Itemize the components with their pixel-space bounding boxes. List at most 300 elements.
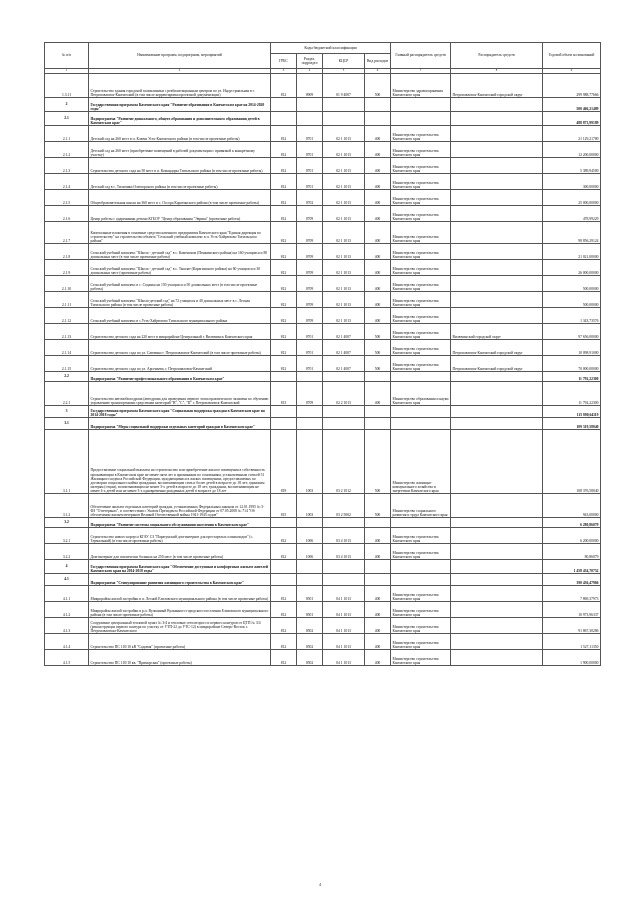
row-main-admin: Министерство строительства Камчатского края <box>391 324 451 340</box>
row-ksr: 04 1 1013 <box>323 634 365 650</box>
header-index-cell: 9 <box>543 69 601 74</box>
row-total: 10 973,96337 <box>543 602 601 618</box>
header-index-cell: 2 <box>89 69 271 74</box>
row-admin <box>451 650 543 666</box>
row-main-admin: Министерство строительства Камчатского края <box>391 174 451 190</box>
table-row <box>45 276 601 292</box>
row-name: Строительство детского сада на 50 мест в п. Командоры Тигильского района (в том числе проектные работы) <box>89 158 271 174</box>
row-total: 6 280,86079 <box>543 518 601 528</box>
row-grbs: 812 <box>271 74 297 98</box>
row-main-admin: Министерство строительства Камчатского края <box>391 142 451 158</box>
row-razdel: 0701 <box>297 324 323 340</box>
row-vr: 500 <box>365 356 391 372</box>
row-name: Микрорайон жилой застройки в п. Лесной Елизовского муниципального района (в том числе проектные работы) <box>89 586 271 602</box>
row-number: 3.1.1 <box>45 430 89 494</box>
row-number: 2.1.3 <box>45 158 89 174</box>
row-grbs: 819 <box>271 430 297 494</box>
row-ksr <box>323 406 365 418</box>
row-name: Капитальные вложения в основные средства казенного предприятия Камчатского края "Единая дирекция по строительству" на строительство объекта "Сельский учебный комплекс в п. Усть-Хайрюзово Тигильского района" <box>89 222 271 244</box>
row-vr: 400 <box>365 276 391 292</box>
table-row <box>45 324 601 340</box>
row-vr: 400 <box>365 142 391 158</box>
row-number: 2 <box>45 98 89 112</box>
row-total: 10 098,91000 <box>543 340 601 356</box>
row-number: 2.1.1 <box>45 126 89 142</box>
row-total: 1 458 434,70752 <box>543 560 601 574</box>
row-total: 21 021,00000 <box>543 244 601 260</box>
header-main-admin: Главный распорядитель средств <box>391 43 451 69</box>
row-number: 2.1.11 <box>45 292 89 308</box>
row-admin <box>451 418 543 430</box>
row-grbs <box>271 406 297 418</box>
row-number: 2.1.10 <box>45 276 89 292</box>
row-name: Общеобразовательная школа на 360 мест в с. Оссора Карагинского района (в том числе проектные работы) <box>89 190 271 206</box>
row-vr <box>365 560 391 574</box>
row-vr: 400 <box>365 222 391 244</box>
header-num: № п/п <box>45 43 89 69</box>
row-number: 3.1.2 <box>45 494 89 518</box>
row-name: Обеспечение жильем отдельных категорий граждан, установленных Федеральным законом от 12.01.1995 № 5-ФЗ "О ветеранах", в соответствии с Указом Президента Российской Федерации от 07.05.2008 № 714 "Об обеспечении жильем ветеранов Великой Отечественной войны 1941-1945 годов" <box>89 494 271 518</box>
table-row <box>45 382 601 406</box>
row-number: 3 <box>45 406 89 418</box>
row-total: 115 800,64119 <box>543 406 601 418</box>
header-index-cell: 1 <box>45 69 89 74</box>
row-razdel: 0701 <box>297 158 323 174</box>
row-razdel: 0701 <box>297 174 323 190</box>
table-header <box>45 43 601 74</box>
row-ksr: 02 1 1013 <box>323 142 365 158</box>
row-main-admin: Министерство образования и науки Камчатского края <box>391 382 451 406</box>
row-grbs: 812 <box>271 158 297 174</box>
row-number: 2.1 <box>45 112 89 126</box>
row-admin <box>451 528 543 544</box>
row-number: 2.1.9 <box>45 260 89 276</box>
row-vr: 400 <box>365 126 391 142</box>
section-row <box>45 372 601 382</box>
row-number: 3.1 <box>45 418 89 430</box>
table-row <box>45 222 601 244</box>
row-name: Сельский учебный комплекс в с.Усть-Хайрюзово Тигильского муниципального района <box>89 308 271 324</box>
row-razdel: 0701 <box>297 126 323 142</box>
table-row <box>45 634 601 650</box>
row-admin <box>451 586 543 602</box>
row-grbs: 812 <box>271 190 297 206</box>
table-row <box>45 190 601 206</box>
row-ksr <box>323 98 365 112</box>
row-razdel: 0709 <box>297 382 323 406</box>
row-vr: 400 <box>365 586 391 602</box>
row-admin <box>451 574 543 586</box>
row-grbs: 812 <box>271 528 297 544</box>
row-main-admin: Министерство строительства Камчатского края <box>391 158 451 174</box>
row-admin <box>451 602 543 618</box>
row-total: 26 000,00000 <box>543 260 601 276</box>
row-grbs <box>271 574 297 586</box>
row-vr: 400 <box>365 650 391 666</box>
row-vr <box>365 574 391 586</box>
row-ksr: 02 1 1013 <box>323 292 365 308</box>
row-grbs: 812 <box>271 634 297 650</box>
row-number: 2.1.6 <box>45 206 89 222</box>
row-vr <box>365 518 391 528</box>
row-vr <box>365 112 391 126</box>
row-main-admin: Министерство строительства Камчатского края <box>391 190 451 206</box>
section-row <box>45 518 601 528</box>
row-razdel <box>297 372 323 382</box>
row-total: 109 319,58040 <box>543 418 601 430</box>
row-ksr: 04 1 1013 <box>323 586 365 602</box>
row-total: 97 656,00000 <box>543 324 601 340</box>
row-number: 4.1.1 <box>45 586 89 602</box>
row-grbs: 812 <box>271 222 297 244</box>
row-razdel: 0709 <box>297 308 323 324</box>
row-razdel <box>297 112 323 126</box>
row-ksr <box>323 560 365 574</box>
row-total: 943,00000 <box>543 494 601 518</box>
row-razdel: 0909 <box>297 74 323 98</box>
row-vr: 400 <box>365 158 391 174</box>
row-name: Предоставление социальной выплаты на строительство или приобретение жилого помещения в собственность проживающим в Камчатском крае не менее пяти лет и признанным по основаниям, установленным статьей 51 Жилищного кодекса Российской Федерации, нуждающимися в жилых помещениях, предоставляемых по договорам социального найма гражданам, воспитывающим семь и более детей в возрасте до 18 лет; одиноким матерям (отцам), воспитывающим не менее 3-х детей в возрасте до 18 лет; гражданам, воспитывающим не менее 4-х детей или не менее 3-х одновременно рожденных детей в возрасте до 18 лет <box>89 430 271 494</box>
table-row <box>45 206 601 222</box>
row-admin <box>451 292 543 308</box>
row-name: Подпрограмма "Меры социальной поддержки отдельных категорий граждан в Камчатском крае" <box>89 418 271 430</box>
row-razdel: 0701 <box>297 142 323 158</box>
row-ksr: 02 2 1013 <box>323 382 365 406</box>
row-grbs: 812 <box>271 308 297 324</box>
row-grbs: 812 <box>271 324 297 340</box>
row-admin <box>451 372 543 382</box>
row-main-admin <box>391 112 451 126</box>
row-vr: 400 <box>365 544 391 560</box>
row-main-admin: Министерство строительства Камчатского края <box>391 634 451 650</box>
row-number: 2.1.4 <box>45 174 89 190</box>
row-grbs <box>271 98 297 112</box>
table-row <box>45 74 601 98</box>
row-name: Подпрограмма "Стимулирование развития жилищного строительства в Камчатском крае" <box>89 574 271 586</box>
row-total: 390 436,47966 <box>543 574 601 586</box>
row-number: 2.1.15 <box>45 356 89 372</box>
row-admin: Петропавловск-Камчатский городской округ <box>451 74 543 98</box>
row-grbs: 812 <box>271 126 297 142</box>
row-admin <box>451 518 543 528</box>
row-name: Дом-интернат для психически больных на 250 мест (в том числе проектные работы) <box>89 544 271 560</box>
row-admin <box>451 190 543 206</box>
row-razdel: 0502 <box>297 618 323 634</box>
header-total: Годовой объем ассигнований <box>543 43 601 69</box>
row-ksr: 02 1 1013 <box>323 222 365 244</box>
row-number: 4.1.5 <box>45 650 89 666</box>
row-vr <box>365 372 391 382</box>
table-row <box>45 356 601 372</box>
row-razdel: 0709 <box>297 222 323 244</box>
budget-table <box>44 42 601 666</box>
row-admin <box>451 142 543 158</box>
row-grbs: 812 <box>271 586 297 602</box>
row-vr: 500 <box>365 340 391 356</box>
row-grbs: 812 <box>271 340 297 356</box>
table-row <box>45 602 601 618</box>
row-grbs: 813 <box>271 382 297 406</box>
table-row <box>45 528 601 544</box>
header-name: Наименование программ, подпрограмм, мероприятий <box>89 43 271 69</box>
row-razdel: 0502 <box>297 650 323 666</box>
row-vr: 400 <box>365 528 391 544</box>
row-total: 11 792,22300 <box>543 372 601 382</box>
row-total: 300,00000 <box>543 174 601 190</box>
header-index-cell: 4 <box>297 69 323 74</box>
row-total: 108 376,58040 <box>543 430 601 494</box>
row-number: 3.2 <box>45 518 89 528</box>
table-row <box>45 340 601 356</box>
row-name: Государственная программа Камчатского края "Обеспечение доступным и комфортным жильем жителей Камчатского края на 2014-2018 годы" <box>89 560 271 574</box>
row-grbs <box>271 372 297 382</box>
row-vr: 400 <box>365 382 391 406</box>
row-total: 1 527,11350 <box>543 634 601 650</box>
row-total: 500,00000 <box>543 292 601 308</box>
row-razdel: 0701 <box>297 340 323 356</box>
header-index-cell: 6 <box>365 69 391 74</box>
section-row <box>45 574 601 586</box>
row-number: 2.1.7 <box>45 222 89 244</box>
row-grbs: 812 <box>271 206 297 222</box>
row-razdel <box>297 98 323 112</box>
row-number: 4.1.4 <box>45 634 89 650</box>
row-grbs <box>271 560 297 574</box>
row-number: 3.2.2 <box>45 544 89 560</box>
row-ksr: 02 1 1013 <box>323 244 365 260</box>
row-name: Строительство здания городской поликлиники с реабилитационным центром по ул. Индустриальная в г. Петропавловск-Камчатский (в том числе корректировка проектной документации) <box>89 74 271 98</box>
row-name: Государственная программа Камчатского края "Социальная поддержка граждан в Камчатском крае на 2014-2018 годы" <box>89 406 271 418</box>
row-total: 70 000,00000 <box>543 356 601 372</box>
row-razdel: 0709 <box>297 260 323 276</box>
row-name: Строительство ПС 110/10 кВ "Садовая" (проектные работы) <box>89 634 271 650</box>
header-admin: Распорядитель средств <box>451 43 543 69</box>
row-ksr: 03 4 1013 <box>323 544 365 560</box>
row-grbs: 812 <box>271 260 297 276</box>
page-number: 4 <box>319 882 321 887</box>
row-name: Государственная программа Камчатского края "Развитие образования в Камчатском крае на 2014-2020 годы" <box>89 98 271 112</box>
row-razdel: 0501 <box>297 586 323 602</box>
row-ksr: 02 1 1013 <box>323 260 365 276</box>
header-razdel: Раздел, подраздел <box>297 54 323 69</box>
row-ksr: 02 1 1013 <box>323 126 365 142</box>
row-ksr: 02 1 4007 <box>323 356 365 372</box>
row-main-admin: Министерство строительства Камчатского края <box>391 308 451 324</box>
row-name: Строительство детского сада на 220 мест в микрорайоне Центральный г. Вилючинск Камчатского края <box>89 324 271 340</box>
row-grbs <box>271 112 297 126</box>
table-row <box>45 650 601 666</box>
row-grbs: 812 <box>271 650 297 666</box>
header-grbs: ГРБС <box>271 54 297 69</box>
row-ksr: 02 1 1013 <box>323 158 365 174</box>
row-admin <box>451 276 543 292</box>
row-grbs: 812 <box>271 618 297 634</box>
row-admin: Вилючинский городской округ <box>451 324 543 340</box>
row-main-admin: Министерство строительства Камчатского края <box>391 126 451 142</box>
header-index-cell: 8 <box>451 69 543 74</box>
row-admin <box>451 618 543 634</box>
table-row <box>45 126 601 142</box>
row-name: Сельский учебный комплекс "Школа - детский сад" в с. Тымлат (Карагинского района) на 60 учащихся и 30 дошкольных мест (проектные работы) <box>89 260 271 276</box>
row-main-admin: Министерство строительства Камчатского края <box>391 206 451 222</box>
table-row <box>45 292 601 308</box>
row-name: Детский сад на 260 мест (приобретение помещений в рабочей документации с привязкой к конкретному участку) <box>89 142 271 158</box>
row-main-admin: Министерство строительства Камчатского края <box>391 602 451 618</box>
row-vr: 500 <box>365 324 391 340</box>
row-ksr: 03 2 1012 <box>323 430 365 494</box>
row-admin <box>451 308 543 324</box>
row-admin: Петропавловск-Камчатский городской округ <box>451 340 543 356</box>
row-main-admin: Министерство строительства Камчатского края <box>391 244 451 260</box>
row-grbs <box>271 518 297 528</box>
row-total: 500,00000 <box>543 276 601 292</box>
row-number: 2.1.2 <box>45 142 89 158</box>
row-ksr <box>323 418 365 430</box>
row-ksr <box>323 518 365 528</box>
header-index-cell: 3 <box>271 69 297 74</box>
table-row <box>45 174 601 190</box>
row-number: 4 <box>45 560 89 574</box>
row-name: Сооружение центральный тепловой пункт № 3/4 и тепловые сети второго и первого контуров от ЦТП № 3/4 (реконструкция первого контура по участку от УТП-22 до УТС-12) в микрорайоне Северо-Восток г. Петропавловска-Камчатского <box>89 618 271 634</box>
row-grbs: 812 <box>271 602 297 618</box>
row-vr: 400 <box>365 618 391 634</box>
row-vr: 400 <box>365 634 391 650</box>
row-ksr: 02 1 4007 <box>323 340 365 356</box>
row-main-admin: Министерство строительства Камчатского края <box>391 276 451 292</box>
row-razdel: 0702 <box>297 190 323 206</box>
row-name: Подпрограмма "Развитие профессионального образования в Камчатском крае" <box>89 372 271 382</box>
row-name: Строительство детского сада по ул. Арсеньева, г. Петропавловск-Камчатский <box>89 356 271 372</box>
row-admin <box>451 126 543 142</box>
row-main-admin: Министерство жилищно-коммунального хозяйства и энергетики Камчатского края <box>391 430 451 494</box>
row-name: Сельский учебный комплекс в с. Седанка на 150 учащихся и 50 дошкольных мест (в том числе проектные работы) <box>89 276 271 292</box>
row-total: 11 792,22300 <box>543 382 601 406</box>
row-main-admin: Министерство строительства Камчатского края <box>391 260 451 276</box>
row-main-admin <box>391 372 451 382</box>
row-razdel: 1006 <box>297 544 323 560</box>
row-vr <box>365 406 391 418</box>
row-vr: 500 <box>365 430 391 494</box>
row-total: 25 000,00000 <box>543 190 601 206</box>
row-admin <box>451 112 543 126</box>
row-admin <box>451 406 543 418</box>
header-vr: Вид расходов <box>365 54 391 69</box>
table-row <box>45 494 601 518</box>
row-total: 299 988,77666 <box>543 74 601 98</box>
row-admin <box>451 174 543 190</box>
row-name: Сельский учебный комплекс "Школа - детский сад" в с. Каменском (Пенжинского района) на 160 учащихся и 80 дошкольных мест (в том числе проектные работы) <box>89 244 271 260</box>
row-razdel: 0709 <box>297 244 323 260</box>
header-index-cell: 5 <box>323 69 365 74</box>
table-row <box>45 260 601 276</box>
row-vr: 400 <box>365 260 391 276</box>
row-main-admin: Министерство строительства Камчатского края <box>391 650 451 666</box>
row-name: Детский сад в с. Тиличики Олюторского района (в том числе проектные работы) <box>89 174 271 190</box>
row-name: Строительство ПС 110/10 кв. "Приморская" (проектные работы) <box>89 650 271 666</box>
row-ksr: 04 1 1013 <box>323 602 365 618</box>
row-razdel: 0501 <box>297 602 323 618</box>
row-number: 2.1.14 <box>45 340 89 356</box>
row-name: Центр работы с одаренными детьми КГБОУ "Центр образования "Эврика" (проектные работы) <box>89 206 271 222</box>
row-total: 500 466,21489 <box>543 98 601 112</box>
row-ksr: 02 1 4007 <box>323 324 365 340</box>
row-number: 2.1.13 <box>45 324 89 340</box>
row-main-admin <box>391 418 451 430</box>
row-grbs: 812 <box>271 244 297 260</box>
row-total: 6 200,00000 <box>543 528 601 544</box>
row-vr: 400 <box>365 174 391 190</box>
row-razdel: 1006 <box>297 528 323 544</box>
header-ksr: КЦСР <box>323 54 365 69</box>
row-admin <box>451 158 543 174</box>
row-total: 1 343,73576 <box>543 308 601 324</box>
row-ksr: 02 1 1013 <box>323 190 365 206</box>
row-main-admin: Министерство строительства Камчатского края <box>391 222 451 244</box>
row-vr <box>365 98 391 112</box>
row-main-admin: Министерство строительства Камчатского края <box>391 618 451 634</box>
row-admin <box>451 244 543 260</box>
row-number: 2.1.5 <box>45 190 89 206</box>
row-main-admin <box>391 574 451 586</box>
row-number: 2.2 <box>45 372 89 382</box>
row-total: 7 869,37973 <box>543 586 601 602</box>
row-total: 98 856,29124 <box>543 222 601 244</box>
row-name: Строительство детского сада по ул. Савченко г. Петропавловск-Камчатский (в том числе проектные работы) <box>89 340 271 356</box>
row-number: 4.1 <box>45 574 89 586</box>
row-razdel: 0502 <box>297 634 323 650</box>
row-vr: 500 <box>365 74 391 98</box>
row-admin <box>451 560 543 574</box>
row-admin: Петропавловск-Камчатский городской округ <box>451 356 543 372</box>
row-main-admin: Министерство здравоохранения Камчатского края <box>391 74 451 98</box>
row-admin <box>451 382 543 406</box>
row-number: 2.2.1 <box>45 382 89 406</box>
row-total: 1 900,00000 <box>543 650 601 666</box>
row-admin <box>451 634 543 650</box>
row-number: 2.1.12 <box>45 308 89 324</box>
table-body <box>45 74 601 666</box>
row-number: 1.3.11 <box>45 74 89 98</box>
table-row <box>45 158 601 174</box>
row-admin <box>451 98 543 112</box>
row-razdel: 0701 <box>297 356 323 372</box>
row-number: 4.1.3 <box>45 618 89 634</box>
row-admin <box>451 430 543 494</box>
row-vr: 500 <box>365 494 391 518</box>
row-total: 21 129,21780 <box>543 126 601 142</box>
row-razdel <box>297 406 323 418</box>
row-number: 4.1.2 <box>45 602 89 618</box>
section-row <box>45 418 601 430</box>
section-row <box>45 112 601 126</box>
row-ksr: 02 1 1013 <box>323 308 365 324</box>
row-vr: 400 <box>365 206 391 222</box>
row-name: Детский сад на 260 мест в п. Ключи Усть-Камчатского района (в том числе проектные работы) <box>89 126 271 142</box>
table-row <box>45 618 601 634</box>
row-ksr: 04 1 1013 <box>323 618 365 634</box>
row-main-admin: Министерство строительства Камчатского края <box>391 586 451 602</box>
row-razdel: 0709 <box>297 276 323 292</box>
row-total: 488 873,99189 <box>543 112 601 126</box>
row-admin <box>451 544 543 560</box>
row-razdel: 0709 <box>297 206 323 222</box>
row-grbs: 812 <box>271 174 297 190</box>
row-grbs <box>271 418 297 430</box>
section-row <box>45 560 601 574</box>
row-ksr: 03 2 5002 <box>323 494 365 518</box>
row-total: 91 867,30286 <box>543 618 601 634</box>
row-ksr <box>323 574 365 586</box>
